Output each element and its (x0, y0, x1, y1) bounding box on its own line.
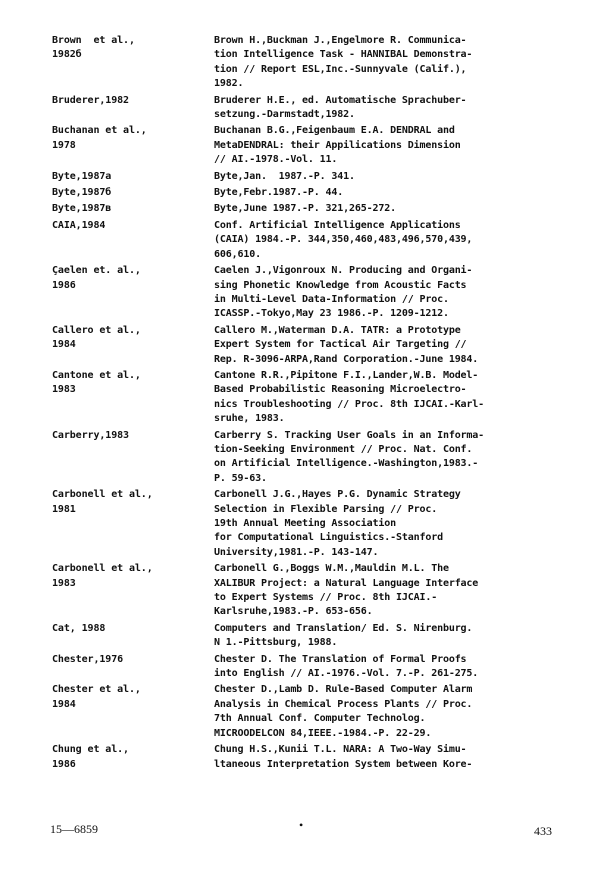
bibliography-entry (52, 170, 572, 184)
reference-text: Caelen J.,Vigonroux N. Producing and Organi- sing Phonetic Knowledge from Acoustic Facts in Multi-Level Data-Information // Proc. ICASSP.-Tokyo,May 23 1986.-P. 1209-1212. (214, 265, 473, 320)
bibliography-entry (52, 562, 572, 620)
citation-key: Carberry,1983 (52, 429, 129, 441)
bibliography-entry (52, 264, 572, 322)
bibliography-entry (52, 622, 572, 651)
page-footer (0, 818, 600, 842)
citation-key: Carbonell et al., 1981 (52, 489, 153, 515)
bibliography-entry (52, 124, 572, 167)
reference-text: Brown H.,Buckman J.,Engelmore R. Communica- tion Intelligence Task - HANNIBAL Demonstra- tion // Report ESL,Inc.-Sunnyvale (Calif.), 1982. (214, 35, 473, 90)
reference-text: Carbonell G.,Boggs W.M.,Mauldin M.L. The XALIBUR Project: a Natural Language Interface to Expert Systems // Proc. 8th IJCAI.- Karlsruhe,1983.-P. 653-656. (214, 563, 479, 618)
reference-text: Cantone R.R.,Pipitone F.I.,Lander,W.B. Model- Based Probabilistic Reasoning Microelectro- nics Troubleshooting // Proc. 8th IJCAI.-Karl- sruhe, 1983. (214, 369, 485, 425)
reference-text: Buchanan B.G.,Feigenbaum E.A. DENDRAL and MetaDENDRAL: their Appilications Dimension // AI.-1978.-Vol. 11. (214, 125, 461, 166)
citation-key: Chester,1976 (52, 653, 124, 665)
bibliography-entry (52, 488, 572, 560)
reference-text: Conf. Artificial Intelligence Applications (CAIA) 1984.-P. 344,350,460,483,496,570,439, 606,610. (214, 219, 473, 260)
bibliography-entry (52, 369, 572, 427)
bibliography-entry (52, 683, 572, 741)
bibliography-entry (52, 429, 572, 487)
citation-key: Byte,1987б (52, 187, 112, 199)
footer-mark: • (299, 818, 304, 832)
citation-key: CAIA,1984 (52, 219, 106, 231)
bibliography-entry (52, 186, 572, 200)
bibliography-entry (52, 324, 572, 367)
citation-key: Cantone et al., 1983 (52, 369, 141, 396)
reference-text: Carberry S. Tracking User Goals in an Informa- tion-Seeking Environment // Proc. Nat. Conf. on Artificial Intelligence.-Washington,1983.- P. 59-63. (214, 429, 485, 484)
bibliography-entry (52, 219, 572, 262)
citation-key: Carbonell et al., 1983 (52, 563, 153, 589)
citation-key: Byte,1987a (52, 170, 112, 182)
reference-text: Byte,Febr.1987.-P. 44. (214, 187, 344, 199)
page-number: 433 (534, 824, 552, 838)
bibliography-entry (52, 653, 572, 682)
reference-text: Byte,Jan. 1987.-P. 341. (214, 170, 355, 182)
printer-signature: 15—6859 (50, 822, 98, 836)
bibliography-entry (52, 94, 572, 123)
reference-text: Callero M.,Waterman D.A. TATR: a Prototype Expert System for Tactical Air Targeting // Rep. R-3096-ARPA,Rand Corporation.-June 1984. (214, 324, 479, 365)
citation-key: Chester et al., 1984 (52, 684, 141, 710)
citation-key: Çaelen et. al., 1986 (52, 265, 141, 291)
bibliography-entry (52, 34, 572, 92)
bibliography-entry (52, 202, 572, 216)
citation-key: Bruderer,1982 (52, 94, 129, 106)
citation-key: Byte,1987в (52, 203, 112, 215)
reference-text: Computers and Translation/ Ed. S. Nirenburg. N 1.-Pittsburg, 1988. (214, 622, 473, 649)
reference-text: Chester D.,Lamb D. Rule-Based Computer Alarm Analysis in Chemical Process Plants // Proc. 7th Annual Conf. Computer Technolog. MICROODELCON 84,IEEE.-1984.-P. 22-29. (214, 684, 473, 739)
reference-text: Byte,June 1987.-P. 321,265-272. (214, 203, 396, 215)
citation-key: Callero et al., 1984 (52, 324, 141, 351)
reference-text: Bruderer H.E., ed. Automatische Sprachuber- setzung.-Darmstadt,1982. (214, 94, 467, 121)
citation-key: Buchanan et al., 1978 (52, 125, 147, 151)
citation-key: Cat, 1988 (52, 622, 106, 634)
reference-text: Chester D. The Translation of Formal Proofs into English // AI.-1976.-Vol. 7.-P. 261-275. (214, 653, 479, 680)
bibliography-entry (52, 743, 572, 772)
citation-key: Brown et al., 1982б (52, 35, 135, 61)
reference-text: Chung H.S.,Kunii T.L. NARA: A Two-Way Simu- ltaneous Interpretation System between Kore- (214, 744, 473, 770)
bibliography-list (52, 34, 572, 774)
reference-text: Carbonell J.G.,Hayes P.G. Dynamic Strategy Selection in Flexible Parsing // Proc. 19th Annual Meeting Association for Computational Linguistics.-Stanford University,1981.-P. 143-147. (214, 489, 461, 558)
citation-key: Chung et al., 1986 (52, 744, 129, 770)
